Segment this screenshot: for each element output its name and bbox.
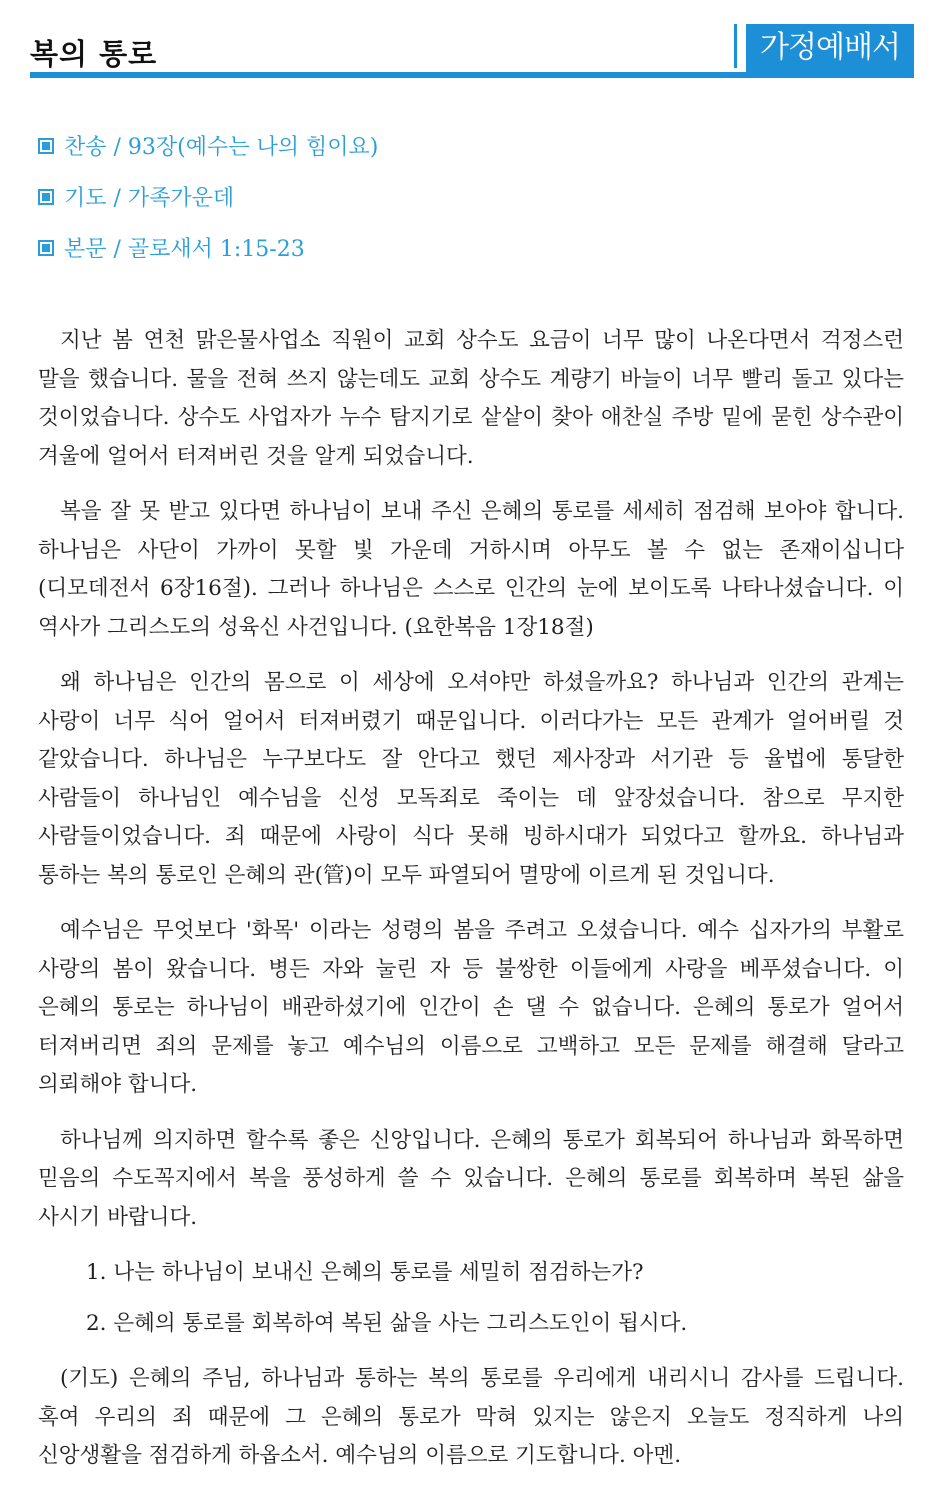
prayer-info-text: 기도 / 가족가운데 xyxy=(64,186,235,211)
prayer-info xyxy=(38,171,898,222)
closing-prayer: (기도) 은혜의 주님, 하나님과 통하는 복의 통로를 우리에게 내리시니 감사를 드립니다. 혹여 우리의 죄 때문에 그 은혜의 통로가 막혀 있지는 않은지 오늘도 정직하게 나의 신앙생활을 점검하게 하옵소서. 예수님의 이름으로 기도합니다. 아멘. xyxy=(38,1366,904,1468)
square-bullet-icon xyxy=(38,189,54,205)
header-rule xyxy=(30,72,914,78)
hymn-info xyxy=(38,120,898,171)
tag-divider xyxy=(734,24,737,68)
hymn-text: 찬송 / 93장(예수는 나의 힘이요) xyxy=(64,135,379,160)
paragraph: 복을 잘 못 받고 있다면 하나님이 보내 주신 은혜의 통로를 세세히 점검해 보아야 합니다. 하나님은 사단이 가까이 못할 빛 가운데 거하시며 아무도 볼 수 없는 존재이십니다(디모데전서 6장16절). 그러나 하나님은 스스로 인간의 눈에 보이도록 나타나셨습니다. 이 역사가 그리스도의 성육신 사건입니다. (요한복음 1장18절) xyxy=(38,499,904,640)
reflection-question: 2. 은혜의 통로를 회복하여 복된 삶을 사는 그리스도인이 됩시다. xyxy=(86,1310,688,1336)
worship-info-list xyxy=(38,120,898,273)
reflection-question: 1. 나는 하나님이 보내신 은혜의 통로를 세밀히 점검하는가? xyxy=(86,1260,644,1285)
sermon-body xyxy=(38,322,904,1476)
section-tag: 가정예배서 xyxy=(746,24,914,72)
page-title: 복의 통로 xyxy=(30,37,158,71)
square-bullet-icon xyxy=(38,138,54,154)
square-bullet-icon xyxy=(38,240,54,256)
scripture-info xyxy=(38,222,898,273)
scripture-text: 본문 / 골로새서 1:15-23 xyxy=(64,237,305,262)
reflection-questions xyxy=(38,1254,904,1343)
paragraph: 지난 봄 연천 맑은물사업소 직원이 교회 상수도 요금이 너무 많이 나온다면서 걱정스런 말을 했습니다. 물을 전혀 쓰지 않는데도 교회 상수도 계량기 바늘이 너무 빨리 돌고 있다는 것이었습니다. 상수도 사업자가 누수 탐지기로 샅샅이 찾아 애찬실 주방 밑에 묻힌 상수관이 겨울에 얼어서 터져버린 것을 알게 되었습니다. xyxy=(38,328,904,469)
paragraph: 하나님께 의지하면 할수록 좋은 신앙입니다. 은혜의 통로가 회복되어 하나님과 화목하면 믿음의 수도꼭지에서 복을 풍성하게 쓸 수 있습니다. 은혜의 통로를 회복하며 복된 삶을 사시기 바랍니다. xyxy=(38,1127,904,1230)
paragraph: 예수님은 무엇보다 '화목' 이라는 성령의 봄을 주려고 오셨습니다. 예수 십자가의 부활로 사랑의 봄이 왔습니다. 병든 자와 눌린 자 등 불쌍한 이들에게 사랑을 베푸셨습니다. 이 은혜의 통로는 하나님이 배관하셨기에 인간이 손 댈 수 없습니다. 은혜의 통로가 얼어서 터져버리면 죄의 문제를 놓고 예수님의 이름으로 고백하고 모든 문제를 해결해 달라고 의뢰해야 합니다. xyxy=(38,918,904,1097)
paragraph: 왜 하나님은 인간의 몸으로 이 세상에 오셔야만 하셨을까요? 하나님과 인간의 관계는 사랑이 너무 식어 얼어서 터져버렸기 때문입니다. 이러다가는 모든 관계가 얼어버릴 것 같았습니다. 하나님은 누구보다도 잘 안다고 했던 제사장과 서기관 등 율법에 통달한 사람들이 하나님인 예수님을 신성 모독죄로 죽이는 데 앞장섰습니다. 참으로 무지한 사람들이었습니다. 죄 때문에 사랑이 식다 못해 빙하시대가 되었다고 할까요. 하나님과 통하는 복의 통로인 은혜의 관(管)이 모두 파열되어 멸망에 이르게 된 것입니다. xyxy=(38,670,904,888)
